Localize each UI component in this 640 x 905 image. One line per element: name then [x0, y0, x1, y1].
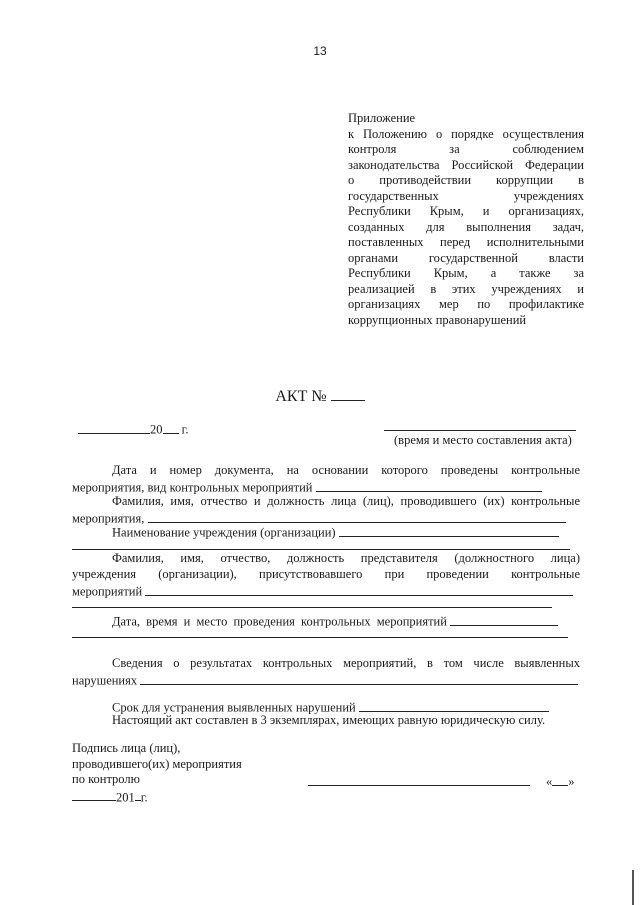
institution-label: Наименование учреждения (организации) — [112, 525, 336, 540]
representative-line2: учреждения (организации), присутствовавшего при проведении контрольные — [72, 567, 580, 581]
signature-line3: по контролю — [72, 772, 140, 786]
representative-row — [72, 582, 580, 600]
place-time-caption: (время и место составления акта) — [394, 433, 572, 447]
quote-close: » — [568, 774, 575, 789]
representative-field-continuation[interactable] — [72, 607, 552, 608]
scan-edge-mark — [632, 870, 634, 905]
appendix-line: поставленных перед исполнительными — [348, 235, 584, 249]
act-date-year-prefix: 20 — [150, 422, 163, 437]
appendix-line: Республики Крым, а также за — [348, 266, 584, 280]
institution-field[interactable] — [339, 523, 559, 537]
date-place-row — [72, 612, 580, 630]
appendix-line: Приложение — [348, 111, 416, 125]
signature-line1: Подпись лица (лиц), — [72, 741, 181, 755]
act-title-text: АКТ № — [275, 388, 327, 405]
act-date — [78, 420, 188, 438]
appendix-line: созданных для выполнения задач, — [348, 219, 584, 234]
appendix-header — [348, 111, 584, 328]
institution-row — [72, 523, 580, 541]
appendix-line: реализацией в этих учреждениях и — [348, 281, 584, 296]
signature-day-field[interactable] — [72, 788, 116, 802]
signature-date — [72, 788, 242, 806]
appendix-line: к Положению о порядке осуществления — [348, 126, 584, 141]
appendix-line: контроля за соблюдением — [348, 142, 584, 156]
signature-quote-date — [546, 772, 575, 790]
appendix-line: организациях мер по профилактике — [348, 297, 584, 311]
signature-year-mark: г. — [140, 790, 148, 804]
signature-quote-field[interactable] — [552, 772, 568, 786]
date-place-label: Дата, время и место проведения контрольных мероприятий — [112, 614, 447, 629]
results-field[interactable] — [140, 671, 578, 685]
date-place-field[interactable] — [450, 612, 558, 626]
appendix-line: коррупционных правонарушений — [348, 312, 527, 327]
quote-open: « — [546, 774, 553, 789]
copies-statement: Настоящий акт составлен в 3 экземплярах, имеющих равную юридическую силу. — [112, 713, 546, 727]
appendix-line: законодательства Российской Федерации — [348, 157, 584, 172]
act-title — [0, 384, 640, 406]
signature-line2: проводившего(их) мероприятия — [72, 756, 242, 771]
representative-line1: Фамилия, имя, отчество, должность представителя (должностного лица) — [112, 551, 580, 565]
appendix-line: Республики Крым, и организациях, — [348, 204, 584, 218]
act-date-year-field[interactable] — [163, 420, 179, 434]
appendix-line: государственных учреждениях — [348, 188, 584, 203]
page-number: 13 — [313, 44, 327, 58]
document-basis-line1: Дата и номер документа, на основании которого проведены контрольные — [112, 463, 580, 477]
place-time-field[interactable] — [384, 430, 576, 431]
act-number-field[interactable] — [331, 384, 365, 401]
person-line2: мероприятия, — [72, 511, 145, 526]
deadline-field[interactable] — [359, 698, 549, 712]
deadline-label: Срок для устранения выявленных нарушений — [112, 700, 356, 715]
act-date-year-mark: г. — [181, 422, 189, 437]
document-basis-row — [72, 478, 580, 496]
document-basis-line2: мероприятия, вид контрольных мероприятий — [72, 480, 313, 495]
appendix-line: органами государственной власти — [348, 250, 584, 265]
date-place-field-continuation[interactable] — [72, 637, 568, 638]
representative-line3: мероприятий — [72, 584, 143, 599]
representative-field[interactable] — [145, 582, 573, 596]
signature-block — [72, 741, 242, 806]
institution-field-continuation[interactable] — [72, 549, 570, 550]
signature-field[interactable] — [308, 785, 530, 786]
document-basis-field[interactable] — [316, 478, 542, 492]
results-line2: нарушениях — [72, 673, 138, 688]
results-line1: Сведения о результатах контрольных мероприятий, в том числе выявленных — [112, 656, 580, 670]
results-row — [72, 671, 580, 689]
appendix-line: о противодействии коррупции в — [348, 173, 584, 187]
person-field[interactable] — [148, 509, 566, 523]
person-line1: Фамилия, имя, отчество и должность лица (лиц), проводившего (их) контрольные — [112, 494, 580, 508]
signature-year: 201 — [116, 790, 135, 804]
act-date-day-field[interactable] — [78, 420, 150, 434]
